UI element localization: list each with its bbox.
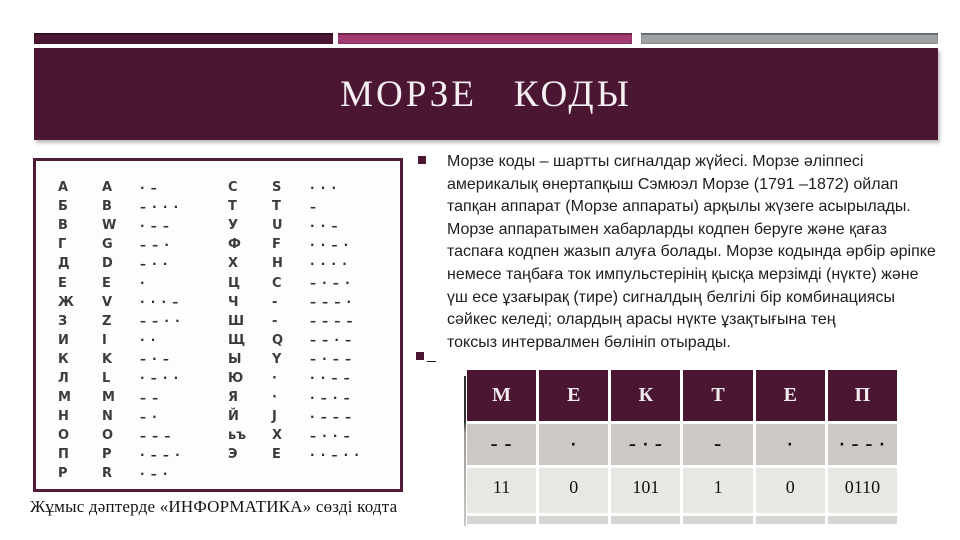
- morse-chart-right-column: [228, 178, 402, 464]
- morse-code: – · – ·: [310, 276, 351, 291]
- cyrillic-letter: Я: [228, 390, 239, 406]
- latin-letter: I: [102, 332, 107, 348]
- truncated-cell: [756, 516, 825, 524]
- body-text: [447, 151, 947, 354]
- morse-code: – · · ·: [140, 199, 180, 214]
- cyrillic-letter: Б: [58, 199, 68, 215]
- morse-code: · – –: [140, 218, 170, 233]
- cyrillic-letter: С: [228, 180, 238, 196]
- morse-code: · – – ·: [140, 447, 181, 462]
- accent-bar-gray: [641, 33, 938, 44]
- cyrillic-letter: Щ: [228, 332, 246, 348]
- latin-letter: -: [272, 294, 278, 310]
- text-line: америкалық өнертапқыш Сэмюэл Морзе (1791 –1872) ойлап: [447, 175, 899, 193]
- morse-code: · · – · ·: [310, 447, 360, 462]
- morse-code: · –: [140, 180, 158, 195]
- text-line: токсыз интервалмен бөлініп отырады.: [447, 333, 731, 351]
- text-line: Морзе аппаратымен хабарларды кодпен беруге және қағаз: [447, 220, 887, 238]
- table-morse-row: [467, 424, 897, 465]
- table-truncated-row: [467, 516, 897, 524]
- morse-row: [228, 293, 402, 312]
- morse-row: [58, 312, 232, 331]
- morse-row: [228, 178, 402, 197]
- morse-alphabet-image: [33, 158, 403, 492]
- latin-letter: O: [102, 428, 114, 444]
- latin-letter: T: [272, 199, 281, 215]
- morse-row: [228, 273, 402, 292]
- morse-code: – – ·: [140, 237, 170, 252]
- cyrillic-letter: Ы: [228, 351, 242, 367]
- table-header-cell: К: [611, 370, 680, 421]
- title-bar: [34, 48, 938, 140]
- latin-letter: ·: [272, 370, 277, 386]
- morse-row: [228, 331, 402, 350]
- cyrillic-letter: К: [58, 351, 69, 367]
- cyrillic-letter: Ф: [228, 237, 241, 253]
- latin-letter: R: [102, 466, 113, 482]
- morse-row: [58, 426, 232, 445]
- cyrillic-letter: З: [58, 313, 68, 329]
- morse-row: [58, 235, 232, 254]
- morse-cell: – –: [467, 424, 536, 465]
- latin-letter: N: [102, 409, 113, 425]
- cyrillic-letter: У: [228, 218, 239, 234]
- morse-code: · ·: [140, 333, 157, 348]
- morse-row: [58, 254, 232, 273]
- cyrillic-letter: Н: [58, 409, 69, 425]
- binary-cell: 11: [467, 468, 536, 513]
- latin-letter: E: [272, 447, 281, 463]
- morse-code: – – –: [140, 428, 172, 443]
- morse-code: · · –: [310, 218, 339, 233]
- morse-row: [58, 273, 232, 292]
- latin-letter: D: [102, 256, 113, 272]
- morse-row: [228, 388, 402, 407]
- morse-code: –: [310, 199, 317, 214]
- cyrillic-letter: П: [58, 447, 69, 463]
- morse-code: · – · –: [310, 390, 351, 405]
- latin-letter: P: [102, 447, 112, 463]
- morse-code: · · ·: [310, 180, 338, 195]
- cyrillic-letter: А: [58, 180, 69, 196]
- cyrillic-letter: Т: [228, 199, 237, 215]
- cyrillic-letter: Ш: [228, 313, 245, 329]
- latin-letter: U: [272, 218, 283, 234]
- morse-code: – – – –: [310, 314, 354, 329]
- latin-letter: F: [272, 237, 281, 253]
- morse-chart-left-column: [58, 178, 232, 484]
- latin-letter: Z: [102, 313, 112, 329]
- morse-row: [58, 464, 232, 483]
- morse-code: · – ·: [140, 466, 169, 481]
- text-line: таспаға кодпен жазып алуға болады. Морзе кодында әрбір әріпке: [447, 243, 936, 261]
- morse-cell: ·: [539, 424, 608, 465]
- morse-row: [228, 197, 402, 216]
- table-header-cell: Т: [683, 370, 752, 421]
- morse-code: – · – –: [310, 352, 353, 367]
- truncated-cell: [611, 516, 680, 524]
- latin-letter: A: [102, 180, 113, 196]
- text-line: тапқан аппарат (Морзе аппараты) арқылы жүзеге асырылады.: [447, 198, 911, 216]
- morse-row: [228, 369, 402, 388]
- binary-cell: 0: [756, 468, 825, 513]
- caption-text: Жұмыс дәптерде «ИНФОРМАТИКА» сөзді кодта: [30, 497, 398, 516]
- truncated-cell: [828, 516, 897, 524]
- morse-code: – – · ·: [140, 314, 181, 329]
- table-header-cell: М: [467, 370, 536, 421]
- morse-row: [228, 350, 402, 369]
- truncated-cell: [683, 516, 752, 524]
- table-binary-row: [467, 468, 897, 513]
- text-line: Морзе коды – шартты сигналдар жүйесі. Морзе әліппесі: [447, 153, 864, 170]
- morse-row: [58, 197, 232, 216]
- text-line: немесе таңбаға ток импульстерінің қысқа мерзімді (нүкте) және: [447, 265, 919, 283]
- morse-code: – · –: [140, 352, 170, 367]
- morse-cell: · – – ·: [828, 424, 897, 465]
- morse-code: · · · ·: [310, 256, 348, 271]
- morse-cell: – · –: [611, 424, 680, 465]
- accent-bar-magenta: [338, 33, 632, 44]
- text-cursor: [464, 376, 466, 526]
- latin-letter: J: [272, 409, 277, 425]
- latin-letter: E: [102, 275, 111, 291]
- binary-cell: 101: [611, 468, 680, 513]
- cyrillic-letter: В: [58, 218, 68, 234]
- morse-code: ·: [140, 276, 146, 291]
- cyrillic-letter: И: [58, 332, 69, 348]
- latin-letter: G: [102, 237, 113, 253]
- cyrillic-letter: М: [58, 390, 71, 406]
- latin-letter: S: [272, 180, 282, 196]
- accent-bar-maroon: [34, 33, 333, 44]
- bullet-marker: [418, 156, 426, 164]
- morse-row: [228, 216, 402, 235]
- morse-cell: –: [683, 424, 752, 465]
- cyrillic-letter: Л: [58, 370, 69, 386]
- latin-letter: M: [102, 390, 115, 406]
- truncated-cell: [539, 516, 608, 524]
- morse-row: [228, 254, 402, 273]
- morse-cell: ·: [756, 424, 825, 465]
- latin-letter: K: [102, 351, 113, 367]
- morse-row: [228, 407, 402, 426]
- latin-letter: Y: [272, 351, 282, 367]
- cyrillic-letter: Ю: [228, 370, 244, 386]
- morse-code: – ·: [140, 409, 158, 424]
- cyrillic-letter: Д: [58, 256, 70, 272]
- table-header-row: [467, 370, 897, 421]
- morse-row: [58, 407, 232, 426]
- latin-letter: -: [272, 313, 278, 329]
- latin-letter: L: [102, 370, 111, 386]
- morse-code: – –: [140, 390, 160, 405]
- cyrillic-letter: Р: [58, 466, 68, 482]
- morse-row: [58, 445, 232, 464]
- morse-code: · · · –: [140, 295, 180, 310]
- morse-code: · · – ·: [310, 237, 350, 252]
- text-line: сәйкес келеді; олардың арасы нүкте ұзақтығына тең: [447, 311, 836, 329]
- morse-code: · – – –: [310, 409, 353, 424]
- cyrillic-letter: Х: [228, 256, 239, 272]
- text-line: үш есе ұзағырақ (тире) сигналдың белгілі бір комбинациясы: [447, 288, 895, 306]
- morse-row: [228, 445, 402, 464]
- slide-title: МОРЗЕ КОДЫ: [340, 73, 632, 115]
- morse-row: [58, 293, 232, 312]
- table-header-cell: Е: [539, 370, 608, 421]
- morse-row: [228, 235, 402, 254]
- cyrillic-letter: Е: [58, 275, 67, 291]
- cyrillic-letter: ьъ: [228, 428, 246, 444]
- morse-row: [58, 369, 232, 388]
- table-header-cell: Е: [756, 370, 825, 421]
- morse-row: [58, 331, 232, 350]
- morse-row: [58, 350, 232, 369]
- latin-letter: C: [272, 275, 282, 291]
- morse-row: [58, 388, 232, 407]
- latin-letter: H: [272, 256, 283, 272]
- cyrillic-letter: Ч: [228, 294, 239, 310]
- cyrillic-letter: Г: [58, 237, 67, 253]
- latin-letter: ·: [272, 390, 277, 406]
- latin-letter: V: [102, 294, 113, 310]
- cyrillic-letter: Э: [228, 447, 238, 463]
- binary-cell: 1: [683, 468, 752, 513]
- binary-cell: 0: [539, 468, 608, 513]
- morse-code: · – · ·: [140, 371, 180, 386]
- latin-letter: Q: [272, 332, 284, 348]
- morse-code: – – · –: [310, 333, 353, 348]
- binary-cell: 0110: [828, 468, 897, 513]
- morse-row: [58, 216, 232, 235]
- truncated-cell: [467, 516, 536, 524]
- morse-code: – – – ·: [310, 295, 353, 310]
- cyrillic-letter: Ц: [228, 275, 241, 291]
- bullet-marker: [416, 352, 424, 360]
- cyrillic-letter: О: [58, 428, 70, 444]
- morse-row: [228, 426, 402, 445]
- cyrillic-letter: Й: [228, 409, 239, 425]
- morse-code: · · – –: [310, 371, 351, 386]
- morse-row: [58, 178, 232, 197]
- latin-letter: X: [272, 428, 283, 444]
- empty-bullet-underscore: _: [427, 346, 436, 363]
- table-header-cell: П: [828, 370, 897, 421]
- morse-row: [228, 312, 402, 331]
- latin-letter: B: [102, 199, 112, 215]
- morse-code: – · ·: [140, 256, 169, 271]
- cyrillic-letter: Ж: [58, 294, 74, 310]
- morse-code: – · · –: [310, 428, 351, 443]
- latin-letter: W: [102, 218, 117, 234]
- code-table: [467, 370, 897, 527]
